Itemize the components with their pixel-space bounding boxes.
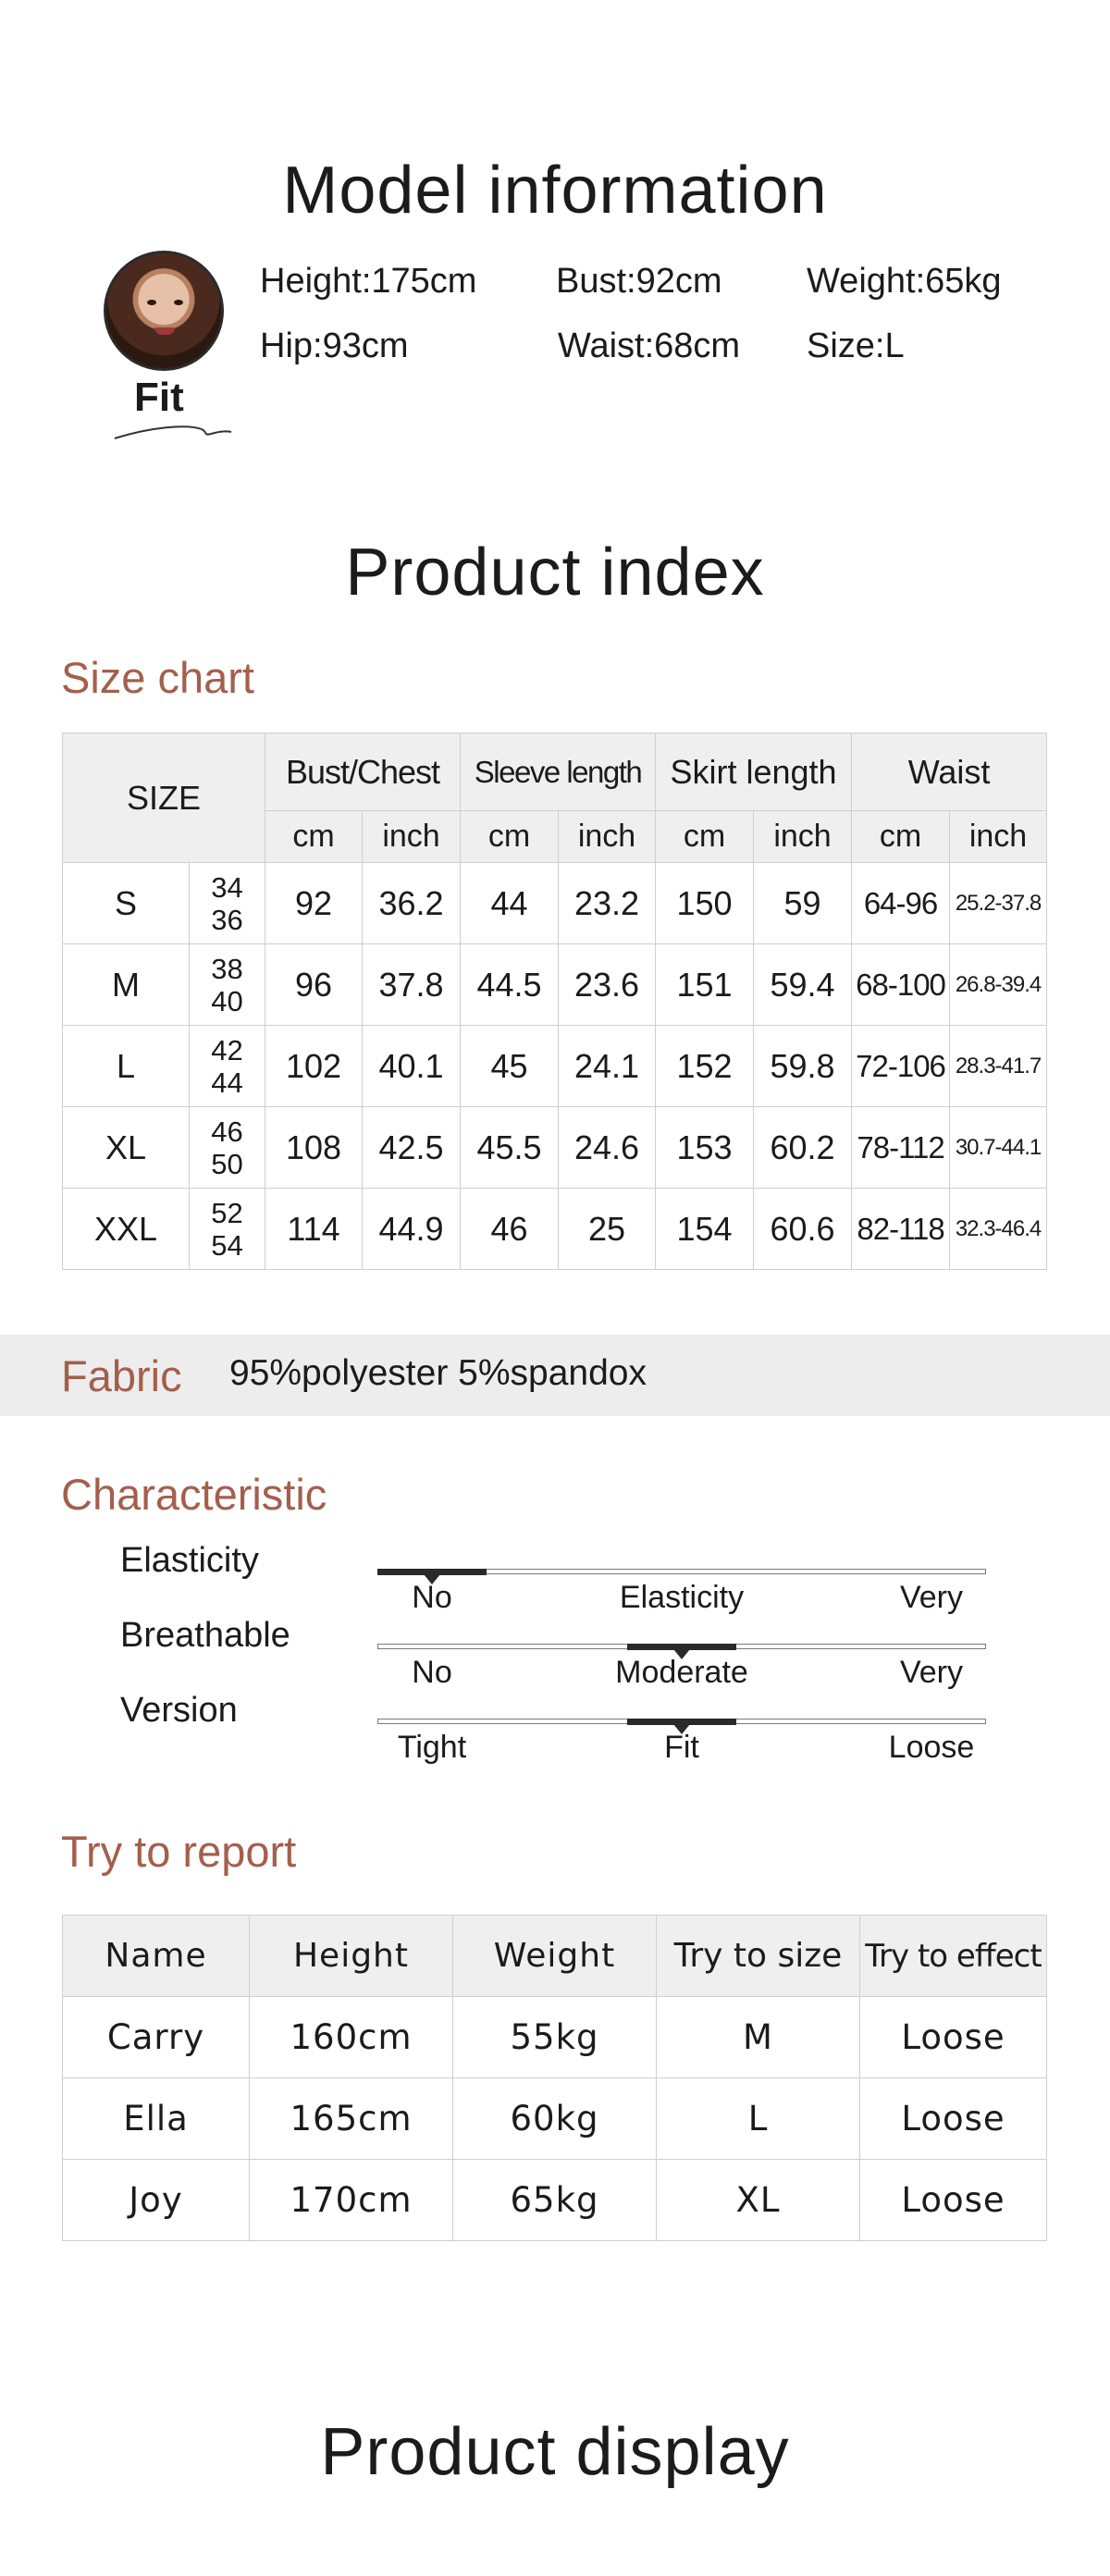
try-cell: Joy	[63, 2160, 250, 2241]
value-cell: 25.2-37.8	[950, 863, 1047, 944]
value-cell: 26.8-39.4	[950, 944, 1047, 1026]
size-chart-label: Size chart	[61, 653, 254, 702]
eu-size-1: 46	[211, 1115, 243, 1148]
try-cell: Carry	[63, 1997, 250, 2078]
try-cell: 55kg	[453, 1997, 657, 2078]
characteristic-tick-label: Tight	[397, 1730, 467, 1765]
characteristic-tick-label: Fit	[664, 1730, 699, 1765]
eu-size-2: 50	[211, 1147, 243, 1180]
characteristic-name: Elasticity	[120, 1541, 259, 1580]
value-cell: 23.2	[559, 863, 656, 944]
product-index-title: Product index	[345, 536, 765, 610]
try-report-label: Try to report	[61, 1827, 297, 1876]
value-cell: 25	[559, 1189, 656, 1270]
fit-label: Fit	[134, 375, 184, 420]
characteristic-label: Characteristic	[61, 1470, 327, 1519]
value-cell: 23.6	[559, 944, 656, 1026]
model-avatar	[104, 251, 224, 371]
size-row	[63, 944, 1047, 1026]
value-cell: 36.2	[363, 863, 461, 944]
try-cell: 170cm	[250, 2160, 453, 2241]
model-size: Size:L	[807, 327, 905, 365]
size-row	[63, 1189, 1047, 1270]
unit-cell: cm	[265, 811, 363, 863]
fit-swash-icon	[113, 418, 233, 442]
characteristic-name: Breathable	[120, 1616, 290, 1655]
eu-size-cell	[190, 1189, 265, 1270]
unit-cell: inch	[754, 811, 852, 863]
size-cell: S	[63, 863, 190, 944]
value-cell: 72-106	[852, 1026, 950, 1107]
value-cell: 45.5	[461, 1107, 559, 1189]
value-cell: 44.5	[461, 944, 559, 1026]
value-cell: 45	[461, 1026, 559, 1107]
try-row	[63, 2160, 1047, 2241]
characteristic-tick-label: Very	[899, 1580, 964, 1615]
eu-size-2: 40	[211, 984, 243, 1017]
eu-size-2: 44	[211, 1066, 243, 1099]
value-cell: 96	[265, 944, 363, 1026]
product-display-title: Product display	[320, 2415, 790, 2489]
try-cell: M	[657, 1997, 860, 2078]
value-cell: 42.5	[363, 1107, 461, 1189]
try-header-weight: Weight	[453, 1916, 657, 1997]
characteristic-name: Version	[120, 1691, 238, 1730]
try-cell: 160cm	[250, 1997, 453, 2078]
value-cell: 28.3-41.7	[950, 1026, 1047, 1107]
size-row	[63, 1107, 1047, 1189]
size-cell: XXL	[63, 1189, 190, 1270]
fabric-value: 95%polyester 5%spandox	[229, 1353, 647, 1393]
value-cell: 24.6	[559, 1107, 656, 1189]
value-cell: 114	[265, 1189, 363, 1270]
try-row	[63, 2078, 1047, 2160]
value-cell: 108	[265, 1107, 363, 1189]
unit-cell: inch	[559, 811, 656, 863]
model-bust: Bust:92cm	[556, 262, 722, 301]
size-cell: XL	[63, 1107, 190, 1189]
try-cell: Loose	[860, 1997, 1047, 2078]
try-cell: 165cm	[250, 2078, 453, 2160]
characteristic-tick-label: No	[412, 1580, 452, 1615]
unit-cell: cm	[852, 811, 950, 863]
characteristic-tick-label: Moderate	[615, 1655, 748, 1690]
value-cell: 60.2	[754, 1107, 852, 1189]
try-header-name: Name	[63, 1916, 250, 1997]
value-cell: 59	[754, 863, 852, 944]
model-weight: Weight:65kg	[807, 262, 1002, 301]
size-row	[63, 1026, 1047, 1107]
value-cell: 32.3-46.4	[950, 1189, 1047, 1270]
size-cell: M	[63, 944, 190, 1026]
size-header: SIZE	[63, 733, 265, 863]
try-cell: Loose	[860, 2078, 1047, 2160]
group-header-sleeve: Sleeve length	[461, 733, 656, 811]
value-cell: 59.4	[754, 944, 852, 1026]
value-cell: 60.6	[754, 1189, 852, 1270]
value-cell: 153	[656, 1107, 754, 1189]
characteristic-tick-label: Very	[899, 1655, 964, 1690]
group-header-bust: Bust/Chest	[265, 733, 461, 811]
eu-size-1: 34	[211, 870, 243, 904]
value-cell: 44.9	[363, 1189, 461, 1270]
try-header-height: Height	[250, 1916, 453, 1997]
value-cell: 59.8	[754, 1026, 852, 1107]
value-cell: 82-118	[852, 1189, 950, 1270]
value-cell: 30.7-44.1	[950, 1107, 1047, 1189]
unit-cell: inch	[950, 811, 1047, 863]
try-header-effect: Try to effect	[860, 1916, 1047, 1997]
value-cell: 102	[265, 1026, 363, 1107]
group-header-waist: Waist	[852, 733, 1047, 811]
unit-cell: cm	[656, 811, 754, 863]
model-waist: Waist:68cm	[558, 327, 741, 365]
try-cell: Loose	[860, 2160, 1047, 2241]
value-cell: 151	[656, 944, 754, 1026]
group-header-skirt: Skirt length	[656, 733, 852, 811]
value-cell: 44	[461, 863, 559, 944]
value-cell: 92	[265, 863, 363, 944]
eu-size-cell	[190, 1107, 265, 1189]
eu-size-cell	[190, 863, 265, 944]
model-height: Height:175cm	[260, 262, 477, 301]
value-cell: 40.1	[363, 1026, 461, 1107]
try-report-table	[62, 1915, 1047, 2241]
value-cell: 154	[656, 1189, 754, 1270]
value-cell: 78-112	[852, 1107, 950, 1189]
characteristic-tick-label: Loose	[888, 1730, 975, 1765]
eu-size-2: 54	[211, 1228, 243, 1262]
size-cell: L	[63, 1026, 190, 1107]
try-cell: 60kg	[453, 2078, 657, 2160]
eu-size-1: 38	[211, 952, 243, 985]
value-cell: 68-100	[852, 944, 950, 1026]
try-cell: 65kg	[453, 2160, 657, 2241]
eu-size-2: 36	[211, 903, 243, 936]
try-cell: L	[657, 2078, 860, 2160]
eu-size-cell	[190, 1026, 265, 1107]
value-cell: 64-96	[852, 863, 950, 944]
value-cell: 150	[656, 863, 754, 944]
size-row	[63, 863, 1047, 944]
eu-size-1: 52	[211, 1196, 243, 1229]
try-header-size: Try to size	[657, 1916, 860, 1997]
unit-cell: cm	[461, 811, 559, 863]
model-hip: Hip:93cm	[260, 327, 409, 365]
try-cell: Ella	[63, 2078, 250, 2160]
eu-size-1: 42	[211, 1033, 243, 1066]
value-cell: 46	[461, 1189, 559, 1270]
unit-cell: inch	[363, 811, 461, 863]
value-cell: 152	[656, 1026, 754, 1107]
try-row	[63, 1997, 1047, 2078]
model-info-title: Model information	[282, 154, 828, 228]
value-cell: 37.8	[363, 944, 461, 1026]
try-cell: XL	[657, 2160, 860, 2241]
eu-size-cell	[190, 944, 265, 1026]
characteristic-tick-label: No	[412, 1655, 452, 1690]
characteristic-tick-label: Elasticity	[619, 1580, 745, 1615]
fabric-label: Fabric	[61, 1351, 182, 1400]
value-cell: 24.1	[559, 1026, 656, 1107]
size-chart-table	[62, 733, 1047, 1270]
